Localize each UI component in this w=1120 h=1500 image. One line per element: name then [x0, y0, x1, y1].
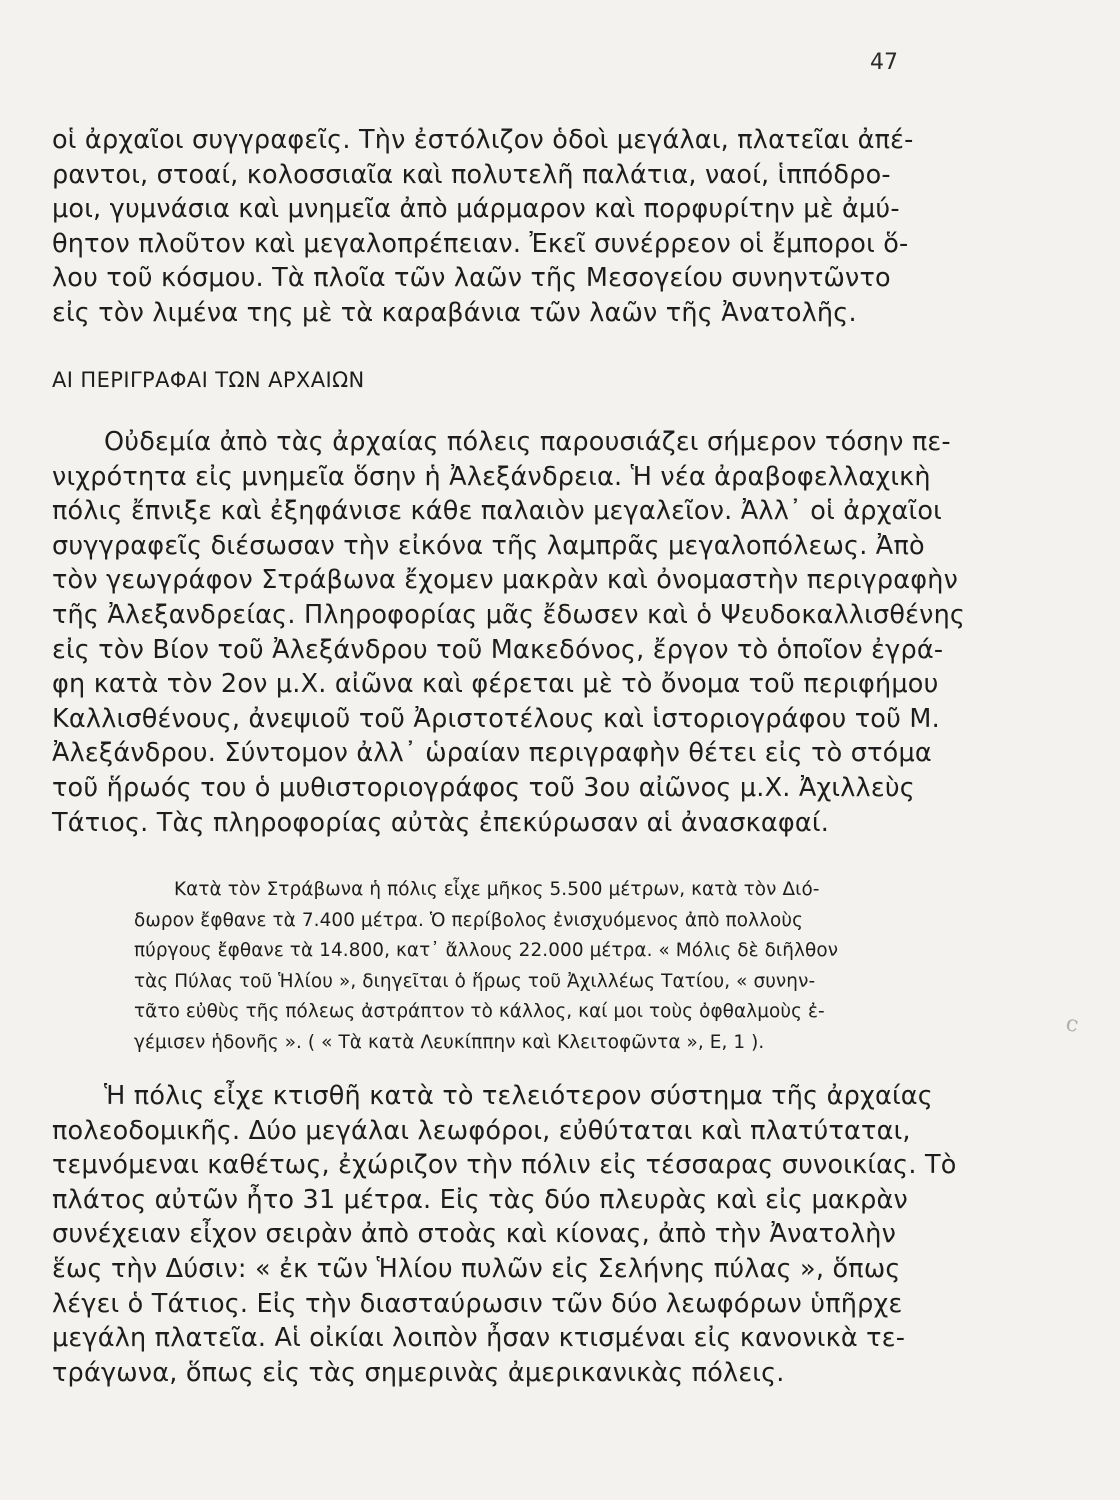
section-heading: ΑΙ ΠΕΡΙΓΡΑΦΑΙ ΤΩΝ ΑΡΧΑΙΩΝ [52, 368, 365, 392]
text-line: Καλλισθένους, ἀνεψιοῦ τοῦ Ἀριστοτέλους καὶ ἱστοριογράφου τοῦ Μ. [52, 703, 940, 734]
page-number: 47 [870, 50, 898, 75]
note-line: γέμισεν ἡδονῆς ». ( « Τὰ κατὰ Λευκίππην καὶ Κλειτοφῶντα », Ε, 1 ). [134, 1031, 765, 1053]
intro-paragraph [52, 123, 932, 331]
text-line: πόλις ἔπνιξε καὶ ἐξηφάνισε κάθε παλαιὸν μεγαλεῖον. Ἀλλ᾽ οἱ ἀρχαῖοι [52, 496, 942, 527]
text-line: Οὐδεμία ἀπὸ τὰς ἀρχαίας πόλεις παρουσιάζει σήμερον τόσην πε- [104, 427, 951, 457]
text-line: φη κατὰ τὸν 2ον μ.Χ. αἰῶνα καὶ φέρεται μὲ τὸ ὄνομα τοῦ περιφήμου [52, 669, 939, 700]
text-line: Ἡ πόλις εἶχε κτισθῆ κατὰ τὸ τελειότερον σύστημα τῆς ἀρχαίας [104, 1081, 933, 1111]
paragraph-descriptions [52, 425, 966, 840]
text-line: οἱ ἀρχαῖοι συγγραφεῖς. Τὴν ἐστόλιζον ὁδοὶ μεγάλαι, πλατεῖαι ἀπέ- [52, 125, 914, 155]
note-line: τᾶτο εὐθὺς τῆς πόλεως ἀστράπτον τὸ κάλλος, καί μοι τοὺς ὀφθαλμοὺς ἐ- [134, 1001, 825, 1022]
text-line: συνέχειαν εἶχον σειρὰν ἀπὸ στοὰς καὶ κίονας, ἀπὸ τὴν Ἀνατολὴν [52, 1219, 897, 1250]
note-line: τὰς Πύλας τοῦ Ἡλίου », διηγεῖται ὁ ἥρως τοῦ Ἀχιλλέως Τατίου, « συνην- [134, 970, 816, 992]
note-line: δωρον ἔφθανε τὰ 7.400 μέτρα. Ὁ περίβολος ἐνισχυόμενος ἀπὸ πολλοὺς [134, 909, 804, 931]
paragraph-city-plan [52, 1079, 957, 1390]
margin-mark: c [1063, 1010, 1081, 1039]
text-line: εἰς τὸν λιμένα της μὲ τὰ καραβάνια τῶν λαῶν τῆς Ἀνατολῆς. [52, 297, 857, 328]
text-line: Τάτιος. Τὰς πληροφορίας αὐτὰς ἐπεκύρωσαν αἱ ἀνασκαφαί. [52, 807, 830, 838]
text-line: πολεοδομικῆς. Δύο μεγάλαι λεωφόροι, εὐθύταται καὶ πλατύταται, [52, 1115, 911, 1146]
text-line: Ἀλεξάνδρου. Σύντομον ἀλλ᾽ ὡραίαν περιγραφὴν θέτει εἰς τὸ στόμα [52, 738, 932, 769]
text-line: ἕως τὴν Δύσιν: « ἐκ τῶν Ἡλίου πυλῶν εἰς Σελήνης πύλας », ὅπως [52, 1253, 901, 1284]
text-line: τοῦ ἥρωός του ὁ μυθιστοριογράφος τοῦ 3ου αἰῶνος μ.Χ. Ἀχιλλεὺς [52, 772, 915, 803]
text-line: τεμνόμεναι καθέτως, ἐχώριζον τὴν πόλιν εἰς τέσσαρας συνοικίας. Τὸ [52, 1150, 957, 1181]
note-line: πύργους ἔφθανε τὰ 14.800, κατ᾽ ἄλλους 22.000 μέτρα. « Μόλις δὲ διῆλθον [134, 940, 839, 961]
note-block [134, 875, 934, 1058]
note-line: Κατὰ τὸν Στράβωνα ἡ πόλις εἶχε μῆκος 5.500 μέτρων, κατὰ τὸν Διό- [174, 879, 820, 900]
text-line: εἰς τὸν Βίον τοῦ Ἀλεξάνδρου τοῦ Μακεδόνος, ἔργον τὸ ὁποῖον ἐγρά- [52, 634, 944, 665]
text-line: συγγραφεῖς διέσωσαν τὴν εἰκόνα τῆς λαμπρᾶς μεγαλοπόλεως. Ἀπὸ [52, 530, 925, 561]
text-line: μοι, γυμνάσια καὶ μνημεῖα ἀπὸ μάρμαρον καὶ πορφυρίτην μὲ ἀμύ- [52, 194, 900, 225]
text-line: πλάτος αὐτῶν ἦτο 31 μέτρα. Εἰς τὰς δύο πλευρὰς καὶ εἰς μακρὰν [52, 1184, 908, 1215]
text-line: ραντοι, στοαί, κολοσσιαῖα καὶ πολυτελῆ παλάτια, ναοί, ἱππόδρο- [52, 159, 891, 190]
text-line: λέγει ὁ Τάτιος. Εἰς τὴν διασταύρωσιν τῶν δύο λεωφόρων ὑπῆρχε [52, 1288, 903, 1319]
text-line: θητον πλοῦτον καὶ μεγαλοπρέπειαν. Ἐκεῖ συνέρρεον οἱ ἔμποροι ὅ- [52, 228, 909, 259]
text-line: τὸν γεωγράφον Στράβωνα ἔχομεν μακρὰν καὶ ὀνομαστὴν περιγραφὴν [52, 565, 959, 596]
text-line: νιχρότητα εἰς μνημεῖα ὅσην ἡ Ἀλεξάνδρεια. Ἡ νέα ἀραβοφελλαχικὴ [52, 461, 931, 492]
text-line: μεγάλη πλατεῖα. Αἱ οἰκίαι λοιπὸν ἦσαν κτισμέναι εἰς κανονικὰ τε- [52, 1323, 906, 1354]
text-line: τῆς Ἀλεξανδρείας. Πληροφορίας μᾶς ἔδωσεν καὶ ὁ Ψευδοκαλλισθένης [52, 599, 966, 630]
text-line: λου τοῦ κόσμου. Τὰ πλοῖα τῶν λαῶν τῆς Μεσογείου συνηντῶντο [52, 263, 891, 294]
text-line: τράγωνα, ὅπως εἰς τὰς σημερινὰς ἀμερικανικὰς πόλεις. [52, 1357, 785, 1388]
